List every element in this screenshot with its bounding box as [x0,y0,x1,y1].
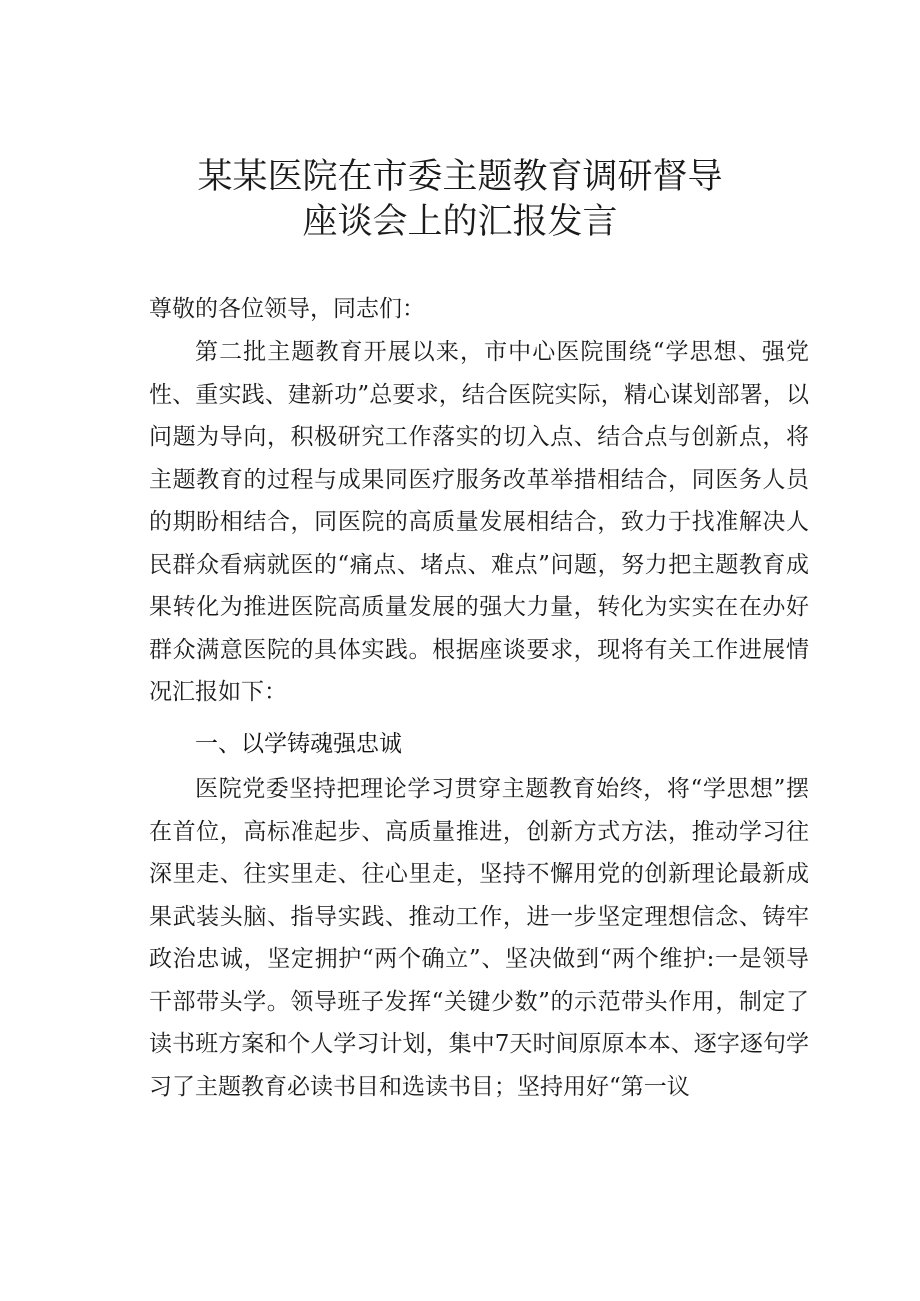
document-title-line-2: 座谈会上的汇报发言 [302,202,618,242]
paragraph-intro: 第二批主题教育开展以来，市中心医院围绕“学思想、强党性、重实践、建新功”总要求，结合医院实际，精心谋划部署，以问题为导向，积极研究工作落实的切入点、结合点与创新点，将主题教育的过程与成果同医疗服务改革举措相结合，同医务人员的期盼相结合，同医院的高质量发展相结合，致力于找准解决人民群众看病就医的“痛点、堵点、难点”问题，努力把主题教育成果转化为推进医院高质量发展的强大力量，转化为实实在在办好群众满意医院的具体实践。根据座谈要求，现将有关工作进展情况汇报如下： [149,339,809,705]
paragraph-section-1: 医院党委坚持把理论学习贯穿主题教育始终，将“学思想”摆在首位，高标准起步、高质量推进，创新方式方法，推动学习往深里走、往实里走、往心里走，坚持不懈用党的创新理论最新成果武装头脑、指导实践、推动工作，进一步坚定理想信念、铸牢政治忠诚，坚定拥护“两个确立”、坚决做到“两个维护:一是领导干部带头学。领导班子发挥“关键少数”的示范带头作用，制定了读书班方案和个人学习计划，集中7天时间原原本本、逐字逐句学习了主题教育必读书目和选读书目；坚持用好“第一议 [149,776,809,1100]
document-title-line-1: 某某医院在市委主题教育调研督导 [197,157,723,197]
section-heading-1: 一、以学铸魂强忠诚 [195,731,402,757]
salutation: 尊敬的各位领导，同志们： [149,296,425,322]
